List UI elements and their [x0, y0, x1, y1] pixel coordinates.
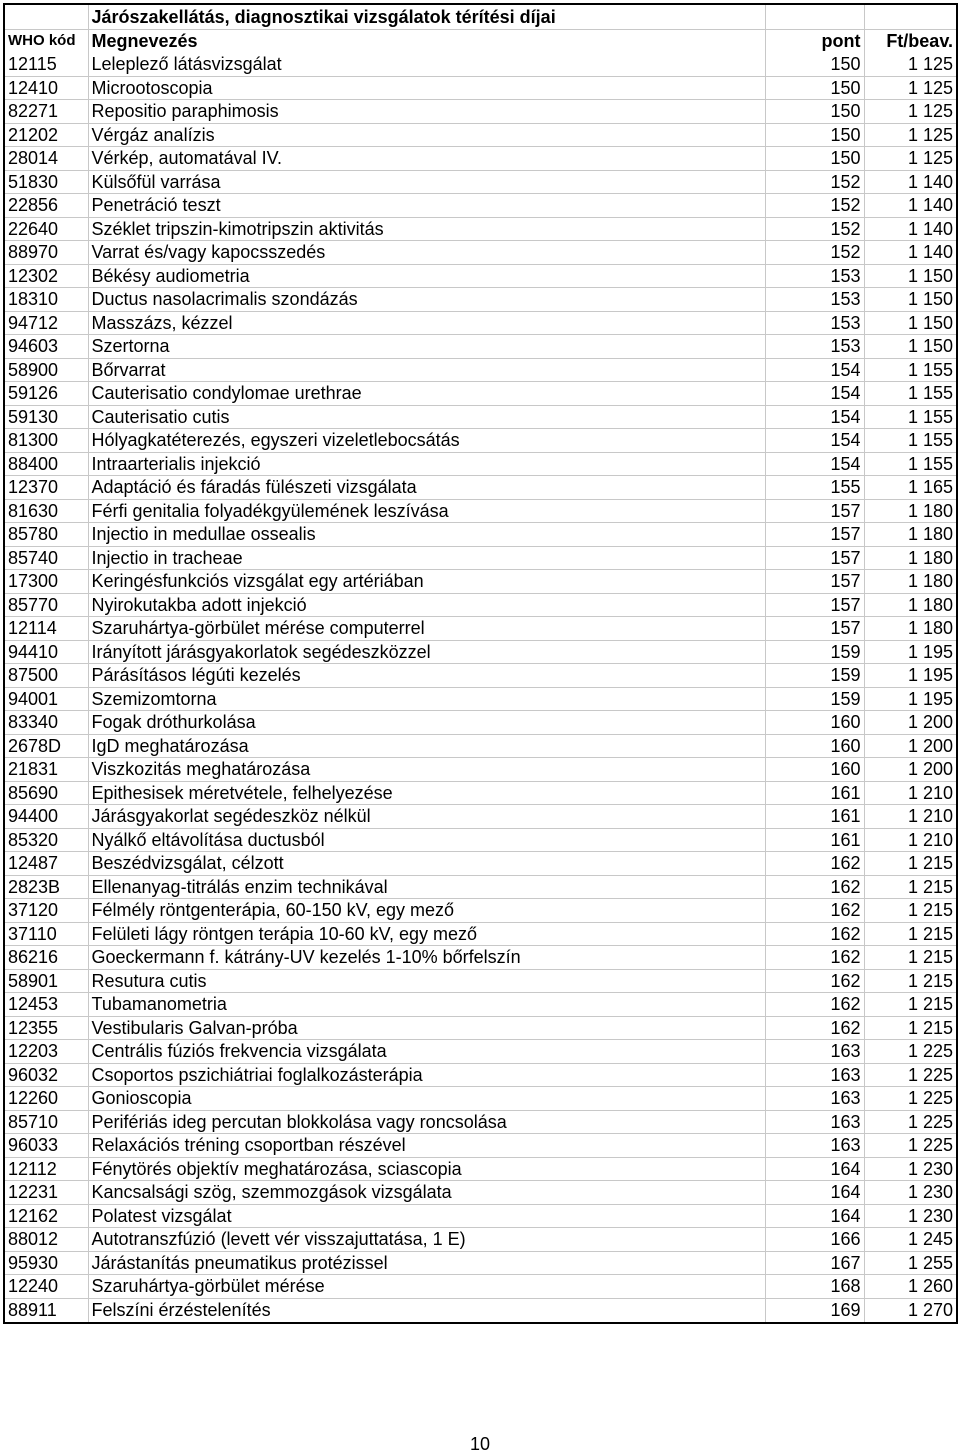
- row-code: 37110: [5, 922, 88, 946]
- row-price: 1 150: [864, 288, 956, 312]
- title-empty-cell: [864, 5, 956, 29]
- row-price: 1 230: [864, 1157, 956, 1181]
- row-price: 1 165: [864, 476, 956, 500]
- table-row: [5, 664, 956, 688]
- row-name: Férfi genitalia folyadékgyülemének leszívása: [88, 499, 765, 523]
- table-row: [5, 1251, 956, 1275]
- row-points: 154: [765, 452, 864, 476]
- row-price: 1 210: [864, 805, 956, 829]
- row-code: 28014: [5, 147, 88, 171]
- table-row: [5, 1157, 956, 1181]
- row-points: 150: [765, 53, 864, 77]
- row-name: Felületi lágy röntgen terápia 10-60 kV, egy mező: [88, 922, 765, 946]
- row-points: 167: [765, 1251, 864, 1275]
- table-row: [5, 217, 956, 241]
- row-price: 1 200: [864, 734, 956, 758]
- row-name: Cauterisatio cutis: [88, 405, 765, 429]
- row-points: 161: [765, 805, 864, 829]
- row-code: 12370: [5, 476, 88, 500]
- table-body: [5, 53, 956, 1322]
- row-points: 154: [765, 429, 864, 453]
- row-points: 150: [765, 76, 864, 100]
- row-code: 12203: [5, 1040, 88, 1064]
- table-row: [5, 922, 956, 946]
- row-code: 96032: [5, 1063, 88, 1087]
- row-name: Penetráció teszt: [88, 194, 765, 218]
- row-price: 1 225: [864, 1110, 956, 1134]
- row-name: Járástanítás pneumatikus protézissel: [88, 1251, 765, 1275]
- table-row: [5, 452, 956, 476]
- row-price: 1 180: [864, 499, 956, 523]
- table-row: [5, 1275, 956, 1299]
- row-price: 1 210: [864, 781, 956, 805]
- row-price: 1 215: [864, 946, 956, 970]
- table-row: [5, 1298, 956, 1322]
- table-row: [5, 593, 956, 617]
- row-price: 1 215: [864, 993, 956, 1017]
- row-code: 37120: [5, 899, 88, 923]
- row-name: Vérgáz analízis: [88, 123, 765, 147]
- row-code: 85770: [5, 593, 88, 617]
- row-code: 83340: [5, 711, 88, 735]
- row-price: 1 200: [864, 711, 956, 735]
- row-price: 1 215: [864, 899, 956, 923]
- page-number: 10: [469, 1434, 491, 1454]
- row-points: 157: [765, 593, 864, 617]
- row-price: 1 125: [864, 76, 956, 100]
- title-empty-cell: [5, 5, 88, 29]
- row-name: Járásgyakorlat segédeszköz nélkül: [88, 805, 765, 829]
- row-name: Szertorna: [88, 335, 765, 359]
- row-points: 150: [765, 100, 864, 124]
- row-code: 21202: [5, 123, 88, 147]
- table-row: [5, 805, 956, 829]
- row-code: 12231: [5, 1181, 88, 1205]
- row-code: 51830: [5, 170, 88, 194]
- row-price: 1 140: [864, 194, 956, 218]
- row-code: 12487: [5, 852, 88, 876]
- row-points: 153: [765, 288, 864, 312]
- row-code: 85710: [5, 1110, 88, 1134]
- row-points: 154: [765, 405, 864, 429]
- table-title-row: [5, 5, 956, 29]
- row-price: 1 195: [864, 640, 956, 664]
- row-points: 162: [765, 993, 864, 1017]
- row-code: 88970: [5, 241, 88, 265]
- row-code: 22640: [5, 217, 88, 241]
- row-name: Viszkozitás meghatározása: [88, 758, 765, 782]
- row-name: Párásításos légúti kezelés: [88, 664, 765, 688]
- table-row: [5, 358, 956, 382]
- row-points: 154: [765, 358, 864, 382]
- row-name: Félmély röntgenterápia, 60-150 kV, egy mező: [88, 899, 765, 923]
- table-row: [5, 969, 956, 993]
- row-points: 163: [765, 1040, 864, 1064]
- row-points: 157: [765, 523, 864, 547]
- row-points: 152: [765, 170, 864, 194]
- row-code: 86216: [5, 946, 88, 970]
- row-points: 155: [765, 476, 864, 500]
- row-points: 164: [765, 1157, 864, 1181]
- table-row: [5, 1087, 956, 1111]
- row-code: 81300: [5, 429, 88, 453]
- row-points: 162: [765, 922, 864, 946]
- row-name: Ellenanyag-titrálás enzim technikával: [88, 875, 765, 899]
- row-price: 1 125: [864, 100, 956, 124]
- row-name: Injectio in tracheae: [88, 546, 765, 570]
- row-name: Szemizomtorna: [88, 687, 765, 711]
- row-name: Cauterisatio condylomae urethrae: [88, 382, 765, 406]
- table-row: [5, 1063, 956, 1087]
- row-name: Csoportos pszichiátriai foglalkozásterápia: [88, 1063, 765, 1087]
- table-row: [5, 734, 956, 758]
- row-code: 94400: [5, 805, 88, 829]
- row-name: Vestibularis Galvan-próba: [88, 1016, 765, 1040]
- row-points: 164: [765, 1204, 864, 1228]
- row-name: Centrális fúziós frekvencia vizsgálata: [88, 1040, 765, 1064]
- row-code: 94001: [5, 687, 88, 711]
- row-points: 152: [765, 241, 864, 265]
- table-row: [5, 147, 956, 171]
- table-row: [5, 194, 956, 218]
- row-price: 1 225: [864, 1040, 956, 1064]
- row-code: 12260: [5, 1087, 88, 1111]
- title-empty-cell: [765, 5, 864, 29]
- table-row: [5, 946, 956, 970]
- row-name: Felszíni érzéstelenítés: [88, 1298, 765, 1322]
- row-points: 150: [765, 123, 864, 147]
- row-price: 1 180: [864, 570, 956, 594]
- table-row: [5, 170, 956, 194]
- row-price: 1 195: [864, 664, 956, 688]
- row-points: 157: [765, 546, 864, 570]
- row-points: 162: [765, 852, 864, 876]
- row-points: 168: [765, 1275, 864, 1299]
- row-points: 162: [765, 969, 864, 993]
- table-row: [5, 687, 956, 711]
- row-price: 1 225: [864, 1087, 956, 1111]
- row-code: 12410: [5, 76, 88, 100]
- table-row: [5, 100, 956, 124]
- table-row: [5, 523, 956, 547]
- row-name: Keringésfunkciós vizsgálat egy artériában: [88, 570, 765, 594]
- row-points: 159: [765, 640, 864, 664]
- table-row: [5, 476, 956, 500]
- table-row: [5, 1110, 956, 1134]
- row-price: 1 150: [864, 264, 956, 288]
- row-price: 1 150: [864, 311, 956, 335]
- row-name: Gonioscopia: [88, 1087, 765, 1111]
- row-name: Repositio paraphimosis: [88, 100, 765, 124]
- row-price: 1 225: [864, 1063, 956, 1087]
- row-name: Ductus nasolacrimalis szondázás: [88, 288, 765, 312]
- row-price: 1 260: [864, 1275, 956, 1299]
- row-price: 1 180: [864, 546, 956, 570]
- row-code: 12355: [5, 1016, 88, 1040]
- row-code: 94603: [5, 335, 88, 359]
- row-code: 88911: [5, 1298, 88, 1322]
- row-points: 163: [765, 1087, 864, 1111]
- row-name: Tubamanometria: [88, 993, 765, 1017]
- table-row: [5, 617, 956, 641]
- row-price: 1 215: [864, 875, 956, 899]
- row-code: 12453: [5, 993, 88, 1017]
- table-row: [5, 570, 956, 594]
- row-points: 163: [765, 1063, 864, 1087]
- table-row: [5, 335, 956, 359]
- column-header-points: pont: [765, 29, 864, 53]
- row-points: 160: [765, 734, 864, 758]
- row-price: 1 140: [864, 170, 956, 194]
- row-price: 1 155: [864, 382, 956, 406]
- row-code: 82271: [5, 100, 88, 124]
- row-name: Perifériás ideg percutan blokkolása vagy roncsolása: [88, 1110, 765, 1134]
- row-price: 1 125: [864, 53, 956, 77]
- row-price: 1 215: [864, 1016, 956, 1040]
- row-code: 94410: [5, 640, 88, 664]
- row-price: 1 200: [864, 758, 956, 782]
- row-price: 1 195: [864, 687, 956, 711]
- row-points: 160: [765, 758, 864, 782]
- row-name: Kancsalsági szög, szemmozgások vizsgálata: [88, 1181, 765, 1205]
- row-points: 161: [765, 781, 864, 805]
- row-points: 152: [765, 217, 864, 241]
- table-row: [5, 1016, 956, 1040]
- column-header-row: [5, 29, 956, 53]
- row-price: 1 255: [864, 1251, 956, 1275]
- table-row: [5, 640, 956, 664]
- row-price: 1 245: [864, 1228, 956, 1252]
- row-points: 152: [765, 194, 864, 218]
- row-name: Autotranszfúzió (levett vér visszajuttatása, 1 E): [88, 1228, 765, 1252]
- row-price: 1 155: [864, 452, 956, 476]
- table-row: [5, 499, 956, 523]
- row-name: Resutura cutis: [88, 969, 765, 993]
- row-points: 153: [765, 264, 864, 288]
- row-code: 94712: [5, 311, 88, 335]
- row-name: Külsőfül varrása: [88, 170, 765, 194]
- row-price: 1 230: [864, 1204, 956, 1228]
- table-row: [5, 899, 956, 923]
- row-code: 85690: [5, 781, 88, 805]
- row-name: Nyálkő eltávolítása ductusból: [88, 828, 765, 852]
- row-points: 162: [765, 875, 864, 899]
- row-price: 1 155: [864, 358, 956, 382]
- row-code: 12114: [5, 617, 88, 641]
- row-name: Intraarterialis injekció: [88, 452, 765, 476]
- row-points: 166: [765, 1228, 864, 1252]
- column-header-price: Ft/beav.: [886, 31, 953, 51]
- row-code: 88400: [5, 452, 88, 476]
- row-code: 2678D: [5, 734, 88, 758]
- row-points: 159: [765, 664, 864, 688]
- column-header-code: WHO kód: [5, 29, 88, 53]
- row-name: Injectio in medullae ossealis: [88, 523, 765, 547]
- row-name: Leleplező látásvizsgálat: [88, 53, 765, 77]
- fee-table-container: [3, 3, 958, 1324]
- table-row: [5, 288, 956, 312]
- row-price: 1 225: [864, 1134, 956, 1158]
- row-price: 1 180: [864, 523, 956, 547]
- table-row: [5, 264, 956, 288]
- row-name: Adaptáció és fáradás fülészeti vizsgálata: [88, 476, 765, 500]
- row-name: Bőrvarrat: [88, 358, 765, 382]
- row-code: 85320: [5, 828, 88, 852]
- row-code: 12115: [5, 53, 88, 77]
- row-code: 12112: [5, 1157, 88, 1181]
- row-price: 1 180: [864, 593, 956, 617]
- row-code: 85740: [5, 546, 88, 570]
- table-row: [5, 1204, 956, 1228]
- table-row: [5, 993, 956, 1017]
- row-price: 1 125: [864, 147, 956, 171]
- row-price: 1 140: [864, 241, 956, 265]
- row-price: 1 270: [907, 1300, 953, 1320]
- row-code: 81630: [5, 499, 88, 523]
- row-points: 162: [765, 1016, 864, 1040]
- row-points: 162: [765, 946, 864, 970]
- row-name: Vérkép, automatával IV.: [88, 147, 765, 171]
- table-row: [5, 53, 956, 77]
- row-price: 1 230: [864, 1181, 956, 1205]
- table-row: [5, 429, 956, 453]
- row-points: 162: [765, 899, 864, 923]
- row-name: Relaxációs tréning csoportban részével: [88, 1134, 765, 1158]
- row-points: 164: [765, 1181, 864, 1205]
- row-code: 96033: [5, 1134, 88, 1158]
- row-price: 1 180: [864, 617, 956, 641]
- table-row: [5, 1181, 956, 1205]
- row-price: 1 210: [864, 828, 956, 852]
- row-points: 150: [765, 147, 864, 171]
- row-code: 12302: [5, 264, 88, 288]
- table-row: [5, 1040, 956, 1064]
- table-row: [5, 241, 956, 265]
- row-points: 157: [765, 617, 864, 641]
- row-name: Irányított járásgyakorlatok segédeszközzel: [88, 640, 765, 664]
- row-code: 95930: [5, 1251, 88, 1275]
- row-price: 1 140: [864, 217, 956, 241]
- table-title: Járószakellátás, diagnosztikai vizsgálatok térítési díjai: [88, 5, 765, 29]
- row-name: Hólyagkatéterezés, egyszeri vizeletlebocsátás: [88, 429, 765, 453]
- table-row: [5, 546, 956, 570]
- row-code: 22856: [5, 194, 88, 218]
- row-code: 87500: [5, 664, 88, 688]
- row-name: Epithesisek méretvétele, felhelyezése: [88, 781, 765, 805]
- row-name: Fénytörés objektív meghatározása, sciascopia: [88, 1157, 765, 1181]
- fee-table: [5, 5, 956, 1322]
- table-row: [5, 852, 956, 876]
- row-code: 59126: [5, 382, 88, 406]
- table-row: [5, 76, 956, 100]
- row-price: 1 150: [864, 335, 956, 359]
- row-price: 1 155: [864, 429, 956, 453]
- row-code: 2823B: [5, 875, 88, 899]
- table-row: [5, 123, 956, 147]
- row-points: 153: [765, 335, 864, 359]
- row-code: 58901: [5, 969, 88, 993]
- row-name: Fogak dróthurkolása: [88, 711, 765, 735]
- row-price: 1 215: [864, 852, 956, 876]
- row-points: 169: [765, 1298, 864, 1322]
- row-price: 1 125: [864, 123, 956, 147]
- row-code: 58900: [5, 358, 88, 382]
- row-points: 157: [765, 499, 864, 523]
- row-points: 163: [765, 1134, 864, 1158]
- row-name: Békésy audiometria: [88, 264, 765, 288]
- column-header-name: Megnevezés: [88, 29, 765, 53]
- row-points: 157: [765, 570, 864, 594]
- table-row: [5, 382, 956, 406]
- row-price: 1 155: [864, 405, 956, 429]
- table-row: [5, 1228, 956, 1252]
- row-name: IgD meghatározása: [88, 734, 765, 758]
- row-code: 21831: [5, 758, 88, 782]
- row-points: 154: [765, 382, 864, 406]
- row-name: Szaruhártya-görbület mérése computerrel: [88, 617, 765, 641]
- row-name: Szaruhártya-görbület mérése: [88, 1275, 765, 1299]
- row-price: 1 215: [864, 922, 956, 946]
- row-code: 18310: [5, 288, 88, 312]
- row-name: Nyirokutakba adott injekció: [88, 593, 765, 617]
- row-code: 12240: [5, 1275, 88, 1299]
- table-row: [5, 781, 956, 805]
- row-name: Polatest vizsgálat: [88, 1204, 765, 1228]
- row-price: 1 215: [864, 969, 956, 993]
- row-code: 85780: [5, 523, 88, 547]
- table-row: [5, 1134, 956, 1158]
- table-row: [5, 711, 956, 735]
- table-row: [5, 405, 956, 429]
- table-row: [5, 758, 956, 782]
- row-points: 161: [765, 828, 864, 852]
- row-name: Beszédvizsgálat, célzott: [88, 852, 765, 876]
- row-name: Varrat és/vagy kapocsszedés: [88, 241, 765, 265]
- row-points: 153: [765, 311, 864, 335]
- row-code: 59130: [5, 405, 88, 429]
- row-code: 88012: [5, 1228, 88, 1252]
- row-points: 160: [765, 711, 864, 735]
- table-row: [5, 828, 956, 852]
- row-name: Goeckermann f. kátrány-UV kezelés 1-10% bőrfelszín: [88, 946, 765, 970]
- row-name: Microotoscopia: [88, 76, 765, 100]
- row-code: 12162: [5, 1204, 88, 1228]
- row-points: 159: [765, 687, 864, 711]
- row-name: Masszázs, kézzel: [88, 311, 765, 335]
- row-name: Széklet tripszin-kimotripszin aktivitás: [88, 217, 765, 241]
- table-row: [5, 311, 956, 335]
- table-row: [5, 875, 956, 899]
- row-code: 17300: [5, 570, 88, 594]
- row-points: 163: [765, 1110, 864, 1134]
